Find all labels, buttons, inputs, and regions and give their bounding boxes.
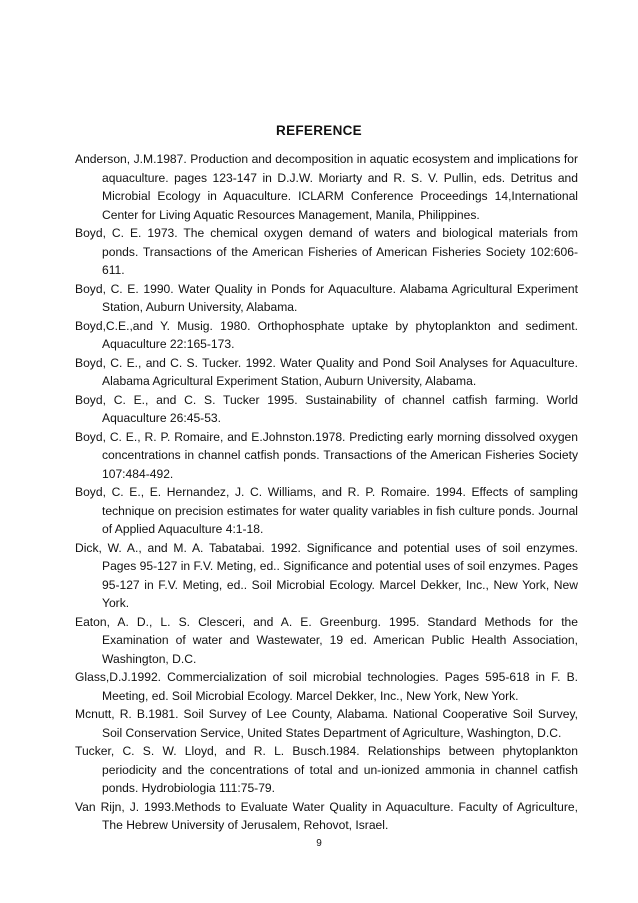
reference-entry-eaton-1995: Eaton, A. D., L. S. Clesceri, and A. E. Greenburg. 1995. Standard Methods for the Examination of water and Wastewater, 19 ed. American Public Health Association, Washington, D.C. [75, 614, 578, 666]
reference-entry-mcnutt-1981: Mcnutt, R. B.1981. Soil Survey of Lee County, Alabama. National Cooperative Soil Survey, Soil Conservation Service, United States Department of Agriculture, Washington, D.C. [75, 707, 578, 740]
reference-list [75, 150, 578, 835]
reference-entry-boyd-musig-1980: Boyd,C.E.,and Y. Musig. 1980. Orthophosphate uptake by phytoplankton and sediment. Aquaculture 22:165-173. [75, 318, 578, 351]
reference-entry-tucker-1984: Tucker, C. S. W. Lloyd, and R. L. Busch.1984. Relationships between phytoplankton periodicity and the concentrations of total and un-ionized ammonia in channel catfish ponds. Hydrobiologia 111:75-79. [75, 744, 578, 795]
reference-entry-dick-1992: Dick, W. A., and M. A. Tabatabai. 1992. Significance and potential uses of soil enzymes. Pages 95-127 in F.V. Meting, ed.. Significance and potential uses of soil enzymes. Pages 95-127 in F.V. Meting, ed.. Soil Microbial Ecology. Marcel Dekker, Inc., New York, New York. [75, 540, 578, 610]
page-number: 9 [316, 838, 322, 849]
reference-entry-boyd-1990: Boyd, C. E. 1990. Water Quality in Ponds for Aquaculture. Alabama Agricultural Experiment Station, Auburn University, Alabama. [75, 281, 578, 314]
reference-entry-boyd-tucker-1992: Boyd, C. E., and C. S. Tucker. 1992. Water Quality and Pond Soil Analyses for Aquaculture. Alabama Agricultural Experiment Station, Auburn University, Alabama. [75, 355, 578, 388]
reference-entry-glass-1992: Glass,D.J.1992. Commercialization of soil microbial technologies. Pages 595-618 in F. B. Meeting, ed. Soil Microbial Ecology. Marcel Dekker, Inc., New York, New York. [75, 670, 578, 703]
reference-entry-boyd-1973: Boyd, C. E. 1973. The chemical oxygen demand of waters and biological materials from ponds. Transactions of the American Fisheries of American Fisheries Society 102:606-611. [75, 226, 578, 277]
reference-entry-anderson-1987: Anderson, J.M.1987. Production and decomposition in aquatic ecosystem and implications for aquaculture. pages 123-147 in D.J.W. Moriarty and R. S. V. Pullin, eds. Detritus and Microbial Ecology in Aquaculture. ICLARM Conference Proceedings 14,International Center for Living Aquatic Resources Management, Manila, Philippines. [75, 152, 578, 222]
reference-entry-boyd-romaire-1978: Boyd, C. E., R. P. Romaire, and E.Johnston.1978. Predicting early morning dissolved oxygen concentrations in channel catfish ponds. Transactions of the American Fisheries Society 107:484-492. [75, 429, 578, 481]
reference-entry-boyd-hernandez-1994: Boyd, C. E., E. Hernandez, J. C. Williams, and R. P. Romaire. 1994. Effects of sampling technique on precision estimates for water quality variables in fish culture ponds. Journal of Applied Aquaculture 4:1-18. [75, 485, 578, 536]
page-title: REFERENCE [276, 123, 362, 138]
reference-entry-van-rijn-1993: Van Rijn, J. 1993.Methods to Evaluate Water Quality in Aquaculture. Faculty of Agriculture, The Hebrew University of Jerusalem, Rehovot, Israel. [75, 799, 578, 832]
reference-entry-boyd-tucker-1995: Boyd, C. E., and C. S. Tucker 1995. Sustainability of channel catfish farming. World Aquaculture 26:45-53. [75, 392, 578, 425]
